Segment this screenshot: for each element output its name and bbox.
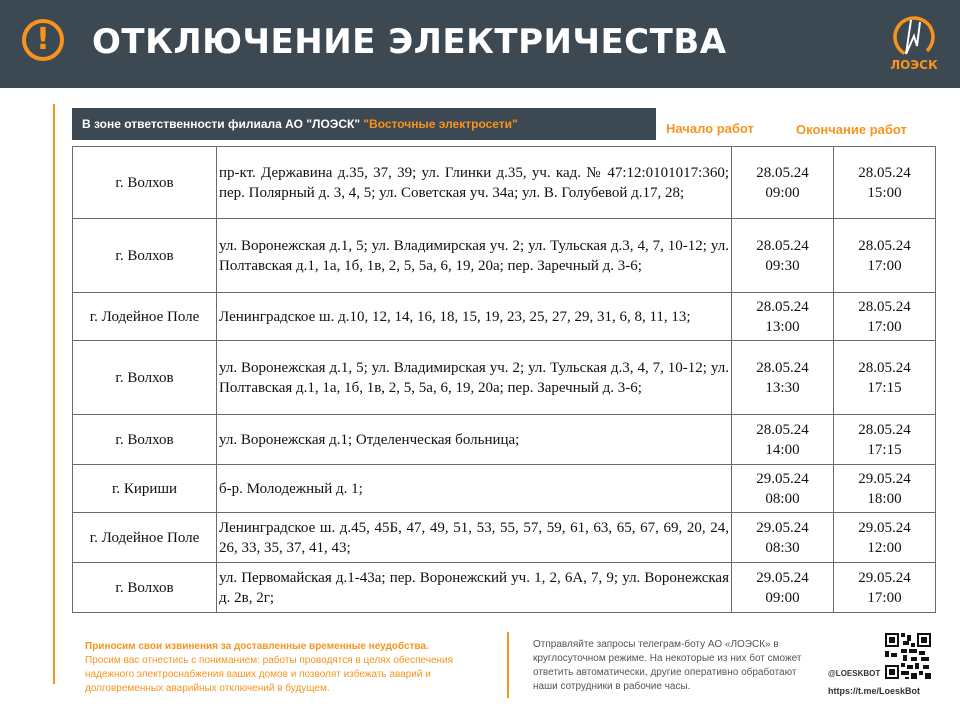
- end-cell: [834, 513, 936, 563]
- start-time: 09:00: [765, 184, 800, 201]
- start-cell: [732, 513, 834, 563]
- address-cell: [217, 513, 732, 563]
- end-cell: [834, 415, 936, 465]
- end-cell: [834, 293, 936, 341]
- end-date: 28.05.24: [858, 421, 911, 438]
- city-cell: [73, 293, 217, 341]
- start-date: 28.05.24: [756, 359, 809, 376]
- lightning-logo-icon: [884, 14, 944, 60]
- city-cell: [73, 513, 217, 563]
- start-date: 28.05.24: [756, 164, 809, 181]
- column-header-end: Окончание работ: [796, 122, 907, 137]
- table-row: [73, 513, 936, 563]
- address-text: ул. Первомайская д.1-43а; пер. Воронежский уч. 1, 2, 6А, 7, 9; ул. Воронежская д. 2в, 2г;: [219, 569, 729, 606]
- city-name: г. Лодейное Поле: [89, 308, 200, 325]
- end-time: 17:00: [867, 257, 902, 274]
- start-time: 08:00: [765, 490, 800, 507]
- address-cell: [217, 341, 732, 415]
- address-text: Ленинградское ш. д.45, 45Б, 47, 49, 51, 53, 55, 57, 59, 61, 63, 65, 67, 69, 20, 24, 26, 33, 35, 37, 41, 43;: [219, 519, 729, 556]
- end-date: 28.05.24: [858, 359, 911, 376]
- table-row: [73, 563, 936, 613]
- end-cell: [834, 563, 936, 613]
- column-header-start: Начало работ: [666, 121, 754, 136]
- city-name: г. Лодейное Поле: [89, 529, 200, 546]
- start-cell: [732, 219, 834, 293]
- address-text: ул. Воронежская д.1, 5; ул. Владимирская уч. 2; ул. Тульская д.3, 4, 7, 10-12; ул. Полтавская д.1, 1а, 1б, 1в, 2, 5, 5а, 6, 19, 20а; пер. Заречный д. 3-6;: [219, 359, 729, 396]
- table-row: [73, 147, 936, 219]
- address-cell: [217, 415, 732, 465]
- end-date: 28.05.24: [858, 298, 911, 315]
- address-text: б-р. Молодежный д. 1;: [219, 480, 363, 497]
- end-date: 29.05.24: [858, 569, 911, 586]
- end-cell: [834, 341, 936, 415]
- city-name: г. Кириши: [111, 480, 178, 497]
- end-date: 28.05.24: [858, 237, 911, 254]
- city-name: г. Волхов: [115, 431, 174, 448]
- start-time: 13:30: [765, 379, 800, 396]
- table-row: [73, 415, 936, 465]
- start-time: 14:00: [765, 441, 800, 458]
- end-date: 29.05.24: [858, 470, 911, 487]
- page-title: ОТКЛЮЧЕНИЕ ЭЛЕКТРИЧЕСТВА: [92, 22, 727, 62]
- table-row: [73, 341, 936, 415]
- end-cell: [834, 219, 936, 293]
- address-text: пр-кт. Державина д.35, 37, 39; ул. Глинки д.35, уч. кад. № 47:12:0101017:360; пер. Полярный д. 3, 4, 5; ул. Советская уч. 34а; ул. В. Голубевой д.17, 28;: [219, 164, 729, 201]
- bot-link[interactable]: https://t.me/LoeskBot: [828, 686, 921, 696]
- start-time: 09:00: [765, 589, 800, 606]
- address-text: ул. Воронежская д.1, 5; ул. Владимирская уч. 2; ул. Тульская д.3, 4, 7, 10-12; ул. Полтавская д.1, 1а, 1б, 1в, 2, 5, 5а, 6, 19, 20а; пер. Заречный д. 3-6;: [219, 237, 729, 274]
- start-date: 29.05.24: [756, 519, 809, 536]
- address-text: Ленинградское ш. д.10, 12, 14, 16, 18, 15, 19, 23, 25, 27, 29, 31, 6, 8, 11, 13;: [219, 308, 691, 325]
- table-row: [73, 219, 936, 293]
- address-cell: [217, 465, 732, 513]
- city-name: г. Волхов: [115, 579, 174, 596]
- start-date: 28.05.24: [756, 421, 809, 438]
- city-cell: [73, 341, 217, 415]
- end-cell: [834, 147, 936, 219]
- start-date: 29.05.24: [756, 470, 809, 487]
- city-cell: [73, 147, 217, 219]
- start-cell: [732, 563, 834, 613]
- address-cell: [217, 293, 732, 341]
- outage-table: [72, 146, 936, 613]
- zone-banner: [72, 108, 656, 140]
- address-cell: [217, 563, 732, 613]
- city-name: г. Волхов: [115, 369, 174, 386]
- start-cell: [732, 293, 834, 341]
- end-time: 15:00: [867, 184, 902, 201]
- start-cell: [732, 415, 834, 465]
- accent-divider: [53, 104, 55, 684]
- end-date: 29.05.24: [858, 519, 911, 536]
- address-cell: [217, 147, 732, 219]
- city-name: г. Волхов: [115, 247, 174, 264]
- address-text: ул. Воронежская д.1; Отделенческая больница;: [219, 431, 520, 448]
- loesk-logo: [884, 14, 944, 76]
- apology-text: Просим вас отнестись с пониманием: работы проводятся в целях обеспечения надежного электроснабжения ваших домов и позволят избежать аварий и долговременных аварийных отключений в будущем.: [85, 655, 454, 694]
- start-time: 13:00: [765, 318, 800, 335]
- zone-highlight: "Восточные электросети": [363, 117, 518, 131]
- footer-divider: [507, 632, 509, 698]
- bot-handle: @LOESKBOT: [828, 669, 881, 678]
- zone-prefix: В зоне ответственности филиала АО "ЛОЭСК": [82, 117, 364, 131]
- start-cell: [732, 465, 834, 513]
- end-time: 17:00: [867, 318, 902, 335]
- city-name: г. Волхов: [115, 174, 174, 191]
- start-cell: [732, 147, 834, 219]
- city-cell: [73, 465, 217, 513]
- end-cell: [834, 465, 936, 513]
- start-time: 09:30: [765, 257, 800, 274]
- city-cell: [73, 219, 217, 293]
- start-date: 28.05.24: [756, 237, 809, 254]
- end-date: 28.05.24: [858, 164, 911, 181]
- header-bar: [0, 0, 960, 88]
- start-date: 28.05.24: [756, 298, 809, 315]
- warning-icon: !: [22, 19, 64, 61]
- end-time: 17:00: [867, 589, 902, 606]
- start-date: 29.05.24: [756, 569, 809, 586]
- table-row: [73, 293, 936, 341]
- city-cell: [73, 415, 217, 465]
- logo-text: ЛОЭСК: [890, 58, 938, 72]
- city-cell: [73, 563, 217, 613]
- end-time: 12:00: [867, 539, 902, 556]
- end-time: 17:15: [867, 441, 902, 458]
- start-cell: [732, 341, 834, 415]
- apology-title: Приносим свои извинения за доставленные временные неудобства.: [85, 641, 429, 652]
- start-time: 08:30: [765, 539, 800, 556]
- apology-block: [85, 640, 495, 696]
- bot-info: Отправляйте запросы телеграм-боту АО «ЛОЭСК» в круглосуточном режиме. На некоторые из них бот сможет ответить автоматически, другие оперативно обработают наши сотрудники в рабочие часы.: [533, 639, 802, 692]
- end-time: 17:15: [867, 379, 902, 396]
- end-time: 18:00: [867, 490, 902, 507]
- address-cell: [217, 219, 732, 293]
- qr-code-icon[interactable]: [885, 633, 931, 679]
- table-row: [73, 465, 936, 513]
